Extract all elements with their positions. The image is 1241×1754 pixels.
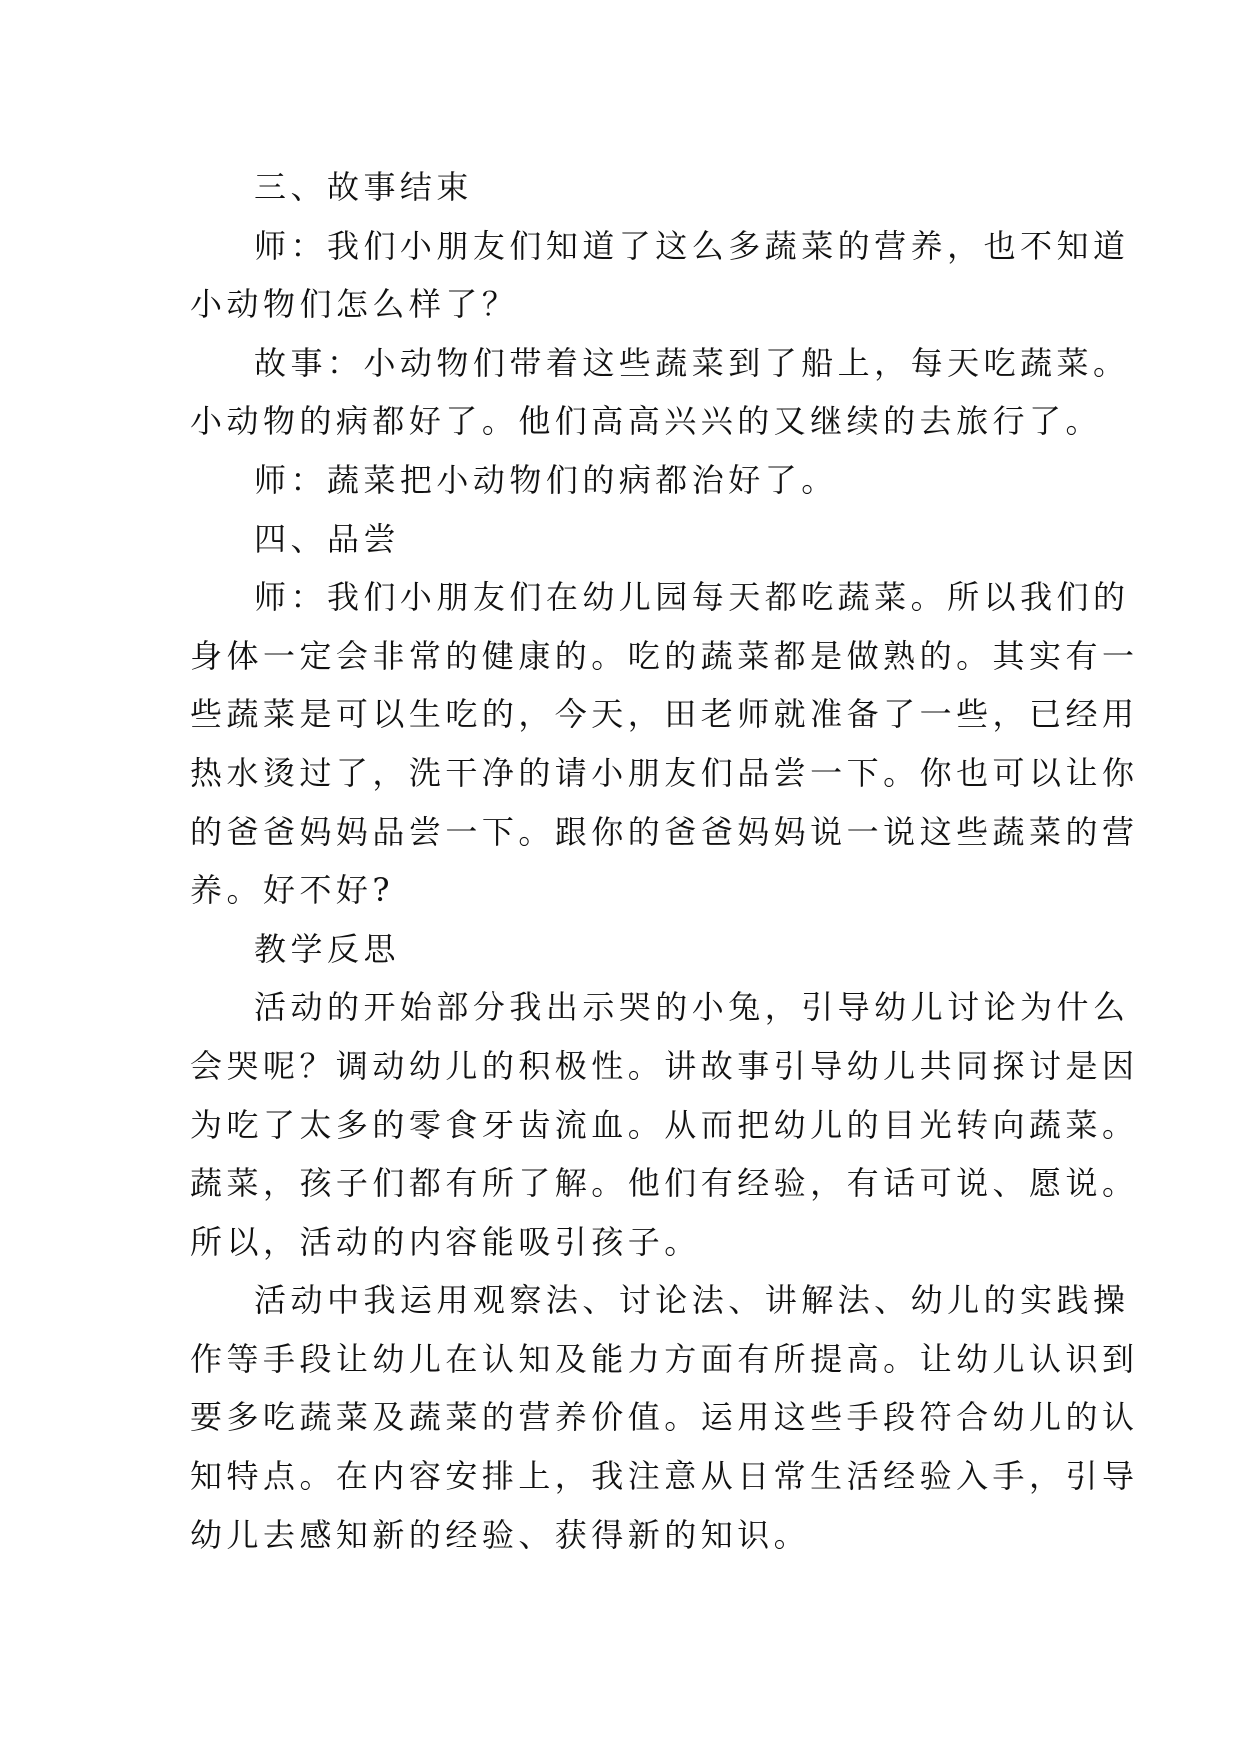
text-line: 些蔬菜是可以生吃的，今天，田老师就准备了一些，已经用 <box>190 695 1139 734</box>
text-line: 的爸爸妈妈品尝一下。跟你的爸爸妈妈说一说这些蔬菜的营 <box>190 812 1139 851</box>
text-line: 为吃了太多的零食牙齿流血。从而把幼儿的目光转向蔬菜。 <box>190 1105 1139 1144</box>
text-line: 小动物的病都好了。他们高高兴兴的又继续的去旅行了。 <box>190 402 1103 441</box>
section-heading-story-end: 三、故事结束 <box>254 168 473 206</box>
text-line: 活动中我运用观察法、讨论法、讲解法、幼儿的实践操 <box>254 1281 1130 1320</box>
text-line: 会哭呢？调动幼儿的积极性。讲故事引导幼儿共同探讨是因 <box>190 1046 1139 1085</box>
text-line: 知特点。在内容安排上，我注意从日常生活经验入手，引导 <box>190 1457 1139 1496</box>
text-line: 师：我们小朋友们在幼儿园每天都吃蔬菜。所以我们的 <box>254 578 1130 617</box>
text-line: 作等手段让幼儿在认知及能力方面有所提高。让幼儿认识到 <box>190 1339 1139 1378</box>
text-line: 小动物们怎么样了？ <box>190 285 519 324</box>
text-line: 蔬菜，孩子们都有所了解。他们有经验，有话可说、愿说。 <box>190 1164 1139 1203</box>
document-body <box>190 158 1139 1564</box>
section-heading-teaching-reflection: 教学反思 <box>254 929 400 968</box>
text-line: 要多吃蔬菜及蔬菜的营养价值。运用这些手段符合幼儿的认 <box>190 1398 1139 1437</box>
text-line: 故事：小动物们带着这些蔬菜到了船上，每天吃蔬菜。 <box>254 343 1130 382</box>
text-line: 身体一定会非常的健康的。吃的蔬菜都是做熟的。其实有一 <box>190 636 1139 675</box>
text-line: 师：蔬菜把小动物们的病都治好了。 <box>254 460 838 499</box>
text-line: 养。好不好? <box>190 871 395 910</box>
section-heading-tasting: 四、品尝 <box>254 519 400 558</box>
text-line: 所以，活动的内容能吸引孩子。 <box>190 1222 701 1261</box>
text-line: 热水烫过了，洗干净的请小朋友们品尝一下。你也可以让你 <box>190 753 1139 792</box>
text-line: 幼儿去感知新的经验、获得新的知识。 <box>190 1515 811 1554</box>
text-line: 师：我们小朋友们知道了这么多蔬菜的营养，也不知道 <box>254 226 1130 265</box>
text-line: 活动的开始部分我出示哭的小兔，引导幼儿讨论为什么 <box>254 988 1130 1027</box>
